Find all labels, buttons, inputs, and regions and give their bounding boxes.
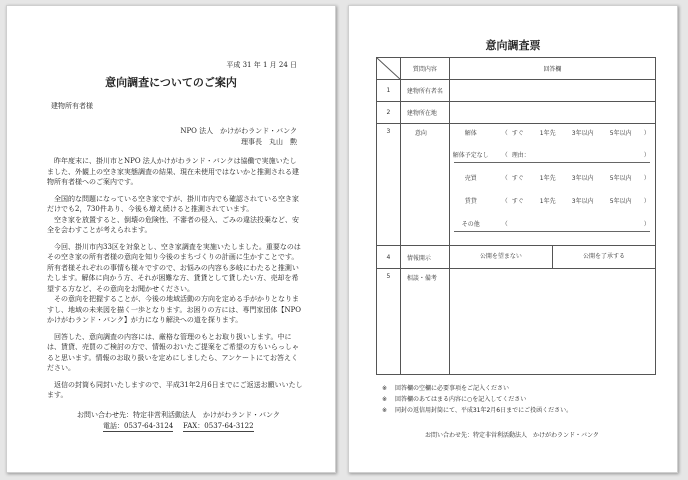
note-text: 同封の返信用封筒にて、平成31年2月6日までにご投函ください。: [394, 407, 573, 414]
diagonal-cell: [377, 58, 401, 80]
letter-paragraph: 今回、掛川市内33区を対象とし、空き家調査を実施いたしました。重要なのはその空き家の所有者様の意向を知り今後のまちづくりの計画に生かすことです。所有者様それぞれの事情も様々ですので、お悩みの内容も多岐にわたると推測いたします。解体に向かう方、それが困難な方、貸貸として貸したい方、売却を希望する方など、その意向をお聞かせください。: [47, 242, 301, 293]
disclosure-no-option[interactable]: 公開を望まない: [450, 246, 553, 268]
rent-option[interactable]: 1年先: [539, 198, 556, 205]
row-number: 4: [377, 246, 401, 269]
letter-phone: 電話：0537-64-3124: [103, 422, 174, 430]
paren-open: （: [501, 221, 508, 228]
demolish-option[interactable]: 5年以内: [609, 130, 632, 137]
other-underline: [454, 231, 650, 232]
note-line: [382, 384, 509, 393]
intent-answer-cell: [449, 124, 655, 246]
paren-close: ）: [643, 198, 650, 205]
demolish-label: 解体: [464, 130, 477, 137]
sell-option[interactable]: 1年先: [539, 175, 556, 182]
diagonal-line: [377, 58, 401, 80]
row-number: 2: [377, 102, 401, 124]
row-label-location: 建物所在地: [400, 102, 449, 124]
row-number: 3: [377, 124, 401, 246]
rent-option[interactable]: すぐ: [511, 198, 524, 205]
paren-open: （: [501, 175, 508, 182]
paren-close: ）: [643, 152, 650, 159]
header-answer: 回答欄: [449, 58, 655, 80]
letter-recipient: 建物所有者様: [51, 102, 93, 110]
disclosure-yes-option[interactable]: 公開を了承する: [582, 253, 625, 260]
note-text: 回答欄の空欄に必要事項をご記入ください: [394, 385, 509, 392]
sell-option[interactable]: すぐ: [511, 175, 524, 182]
sender-org: NPO 法人 かけがわランド・バンク: [180, 127, 297, 135]
paren-open: （: [501, 198, 508, 205]
row-number: 1: [377, 80, 401, 102]
survey-title: 意向調査票: [485, 39, 541, 52]
rent-label: 賃貸: [464, 198, 477, 205]
note-mark: ※: [382, 385, 388, 392]
paren-close: ）: [643, 175, 650, 182]
survey-contact: お問い合わせ先：特定非営利活動法人 かけがわランド・バンク: [425, 432, 599, 439]
demolish-option[interactable]: 1年先: [539, 130, 556, 137]
remarks-field[interactable]: [449, 269, 655, 375]
disclosure-answer-cell: [449, 246, 655, 269]
letter-fax: FAX：0537-64-3122: [183, 422, 254, 430]
sell-option[interactable]: 5年以内: [609, 175, 632, 182]
row-label-intent: 意向: [400, 124, 449, 246]
row-label-disclosure: 情報開示: [400, 246, 449, 269]
letter-paragraph: 返信の封筒も同封いたしますので、平成31年2月6日までにご返送お願いいたします。: [47, 380, 303, 399]
letter-paragraph: 空き家を放置すると、倒壊の危険性、不審者の侵入、ごみの違法投棄など、安全を会わすことが考えられます。: [47, 215, 299, 234]
location-field[interactable]: [449, 102, 655, 124]
header-item: 質問内容: [400, 58, 449, 80]
paren-close: ）: [643, 221, 650, 228]
reason-underline: [454, 162, 650, 163]
paren-close: ）: [643, 130, 650, 137]
note-mark: ※: [382, 407, 388, 414]
demolish-option[interactable]: すぐ: [511, 130, 524, 137]
note-line: [382, 406, 572, 415]
sell-option[interactable]: 3年以内: [571, 175, 594, 182]
letter-title: 意向調査についてのご案内: [105, 76, 237, 89]
sell-label: 売買: [464, 175, 477, 182]
note-line: [382, 395, 526, 404]
note-text: 回答欄のあてはまる内容に○を記入してください: [394, 396, 527, 403]
rent-option[interactable]: 5年以内: [609, 198, 632, 205]
no-demolish-label: 解体予定なし: [452, 152, 489, 159]
letter-paragraph: 全国的な問題になっている空き家ですが、掛川市内でも確認されている空き家だけでも2，730件あり、今後も増え続けると推測されています。: [47, 194, 299, 213]
row-label-remarks: 相談・備考: [400, 269, 449, 375]
other-label: その他: [461, 221, 480, 228]
row-label-owner: 建物所有者名: [400, 80, 449, 102]
letter-body: [47, 156, 303, 401]
letter-paragraph: 昨年度末に、掛川市とNPO 法人かけがわランド・バンクは協働で実施いたしました、外観上の空き家実態調査の結果、現在未使用ではないかと推測される建物所有者様へのご案内です。: [47, 157, 299, 186]
letter-date: 平成 31 年 1 月 24 日: [226, 61, 297, 69]
letter-contact: お問い合わせ先：特定非営利活動法人 かけがわランド・バンク: [77, 411, 280, 419]
survey-page: [348, 5, 678, 473]
note-mark: ※: [382, 396, 388, 403]
reason-label: 理由：: [511, 152, 530, 159]
letter-paragraph: 回答した、意向調査の内容には、厳格な管理のもとお取り扱いします。中には、賃貸、売買のご検討の方で、情報のおいたご提案をご希望の方もいらっしゃると思います。情報のお取り扱いを定めにしましたら、アンケートにてお答えください。: [47, 332, 299, 372]
paren-open: （: [501, 130, 508, 137]
letter-paragraph: その意向を把握することが、今後の地域活動の方向を定める手がかりとなりますし、地域の未来図を描く一歩となります。お困りの方には、専門家団体【NPO かけがわランド・バンク】が力になり解決への道を探ります。: [47, 295, 302, 324]
owner-name-field[interactable]: [449, 80, 655, 102]
rent-option[interactable]: 3年以内: [571, 198, 594, 205]
row-number: 5: [377, 269, 401, 375]
paren-open: （: [501, 152, 508, 159]
letter-page: [6, 5, 336, 473]
survey-table: [376, 57, 656, 375]
demolish-option[interactable]: 3年以内: [571, 130, 594, 137]
sender-name: 理事長 丸山 勲: [241, 138, 297, 146]
